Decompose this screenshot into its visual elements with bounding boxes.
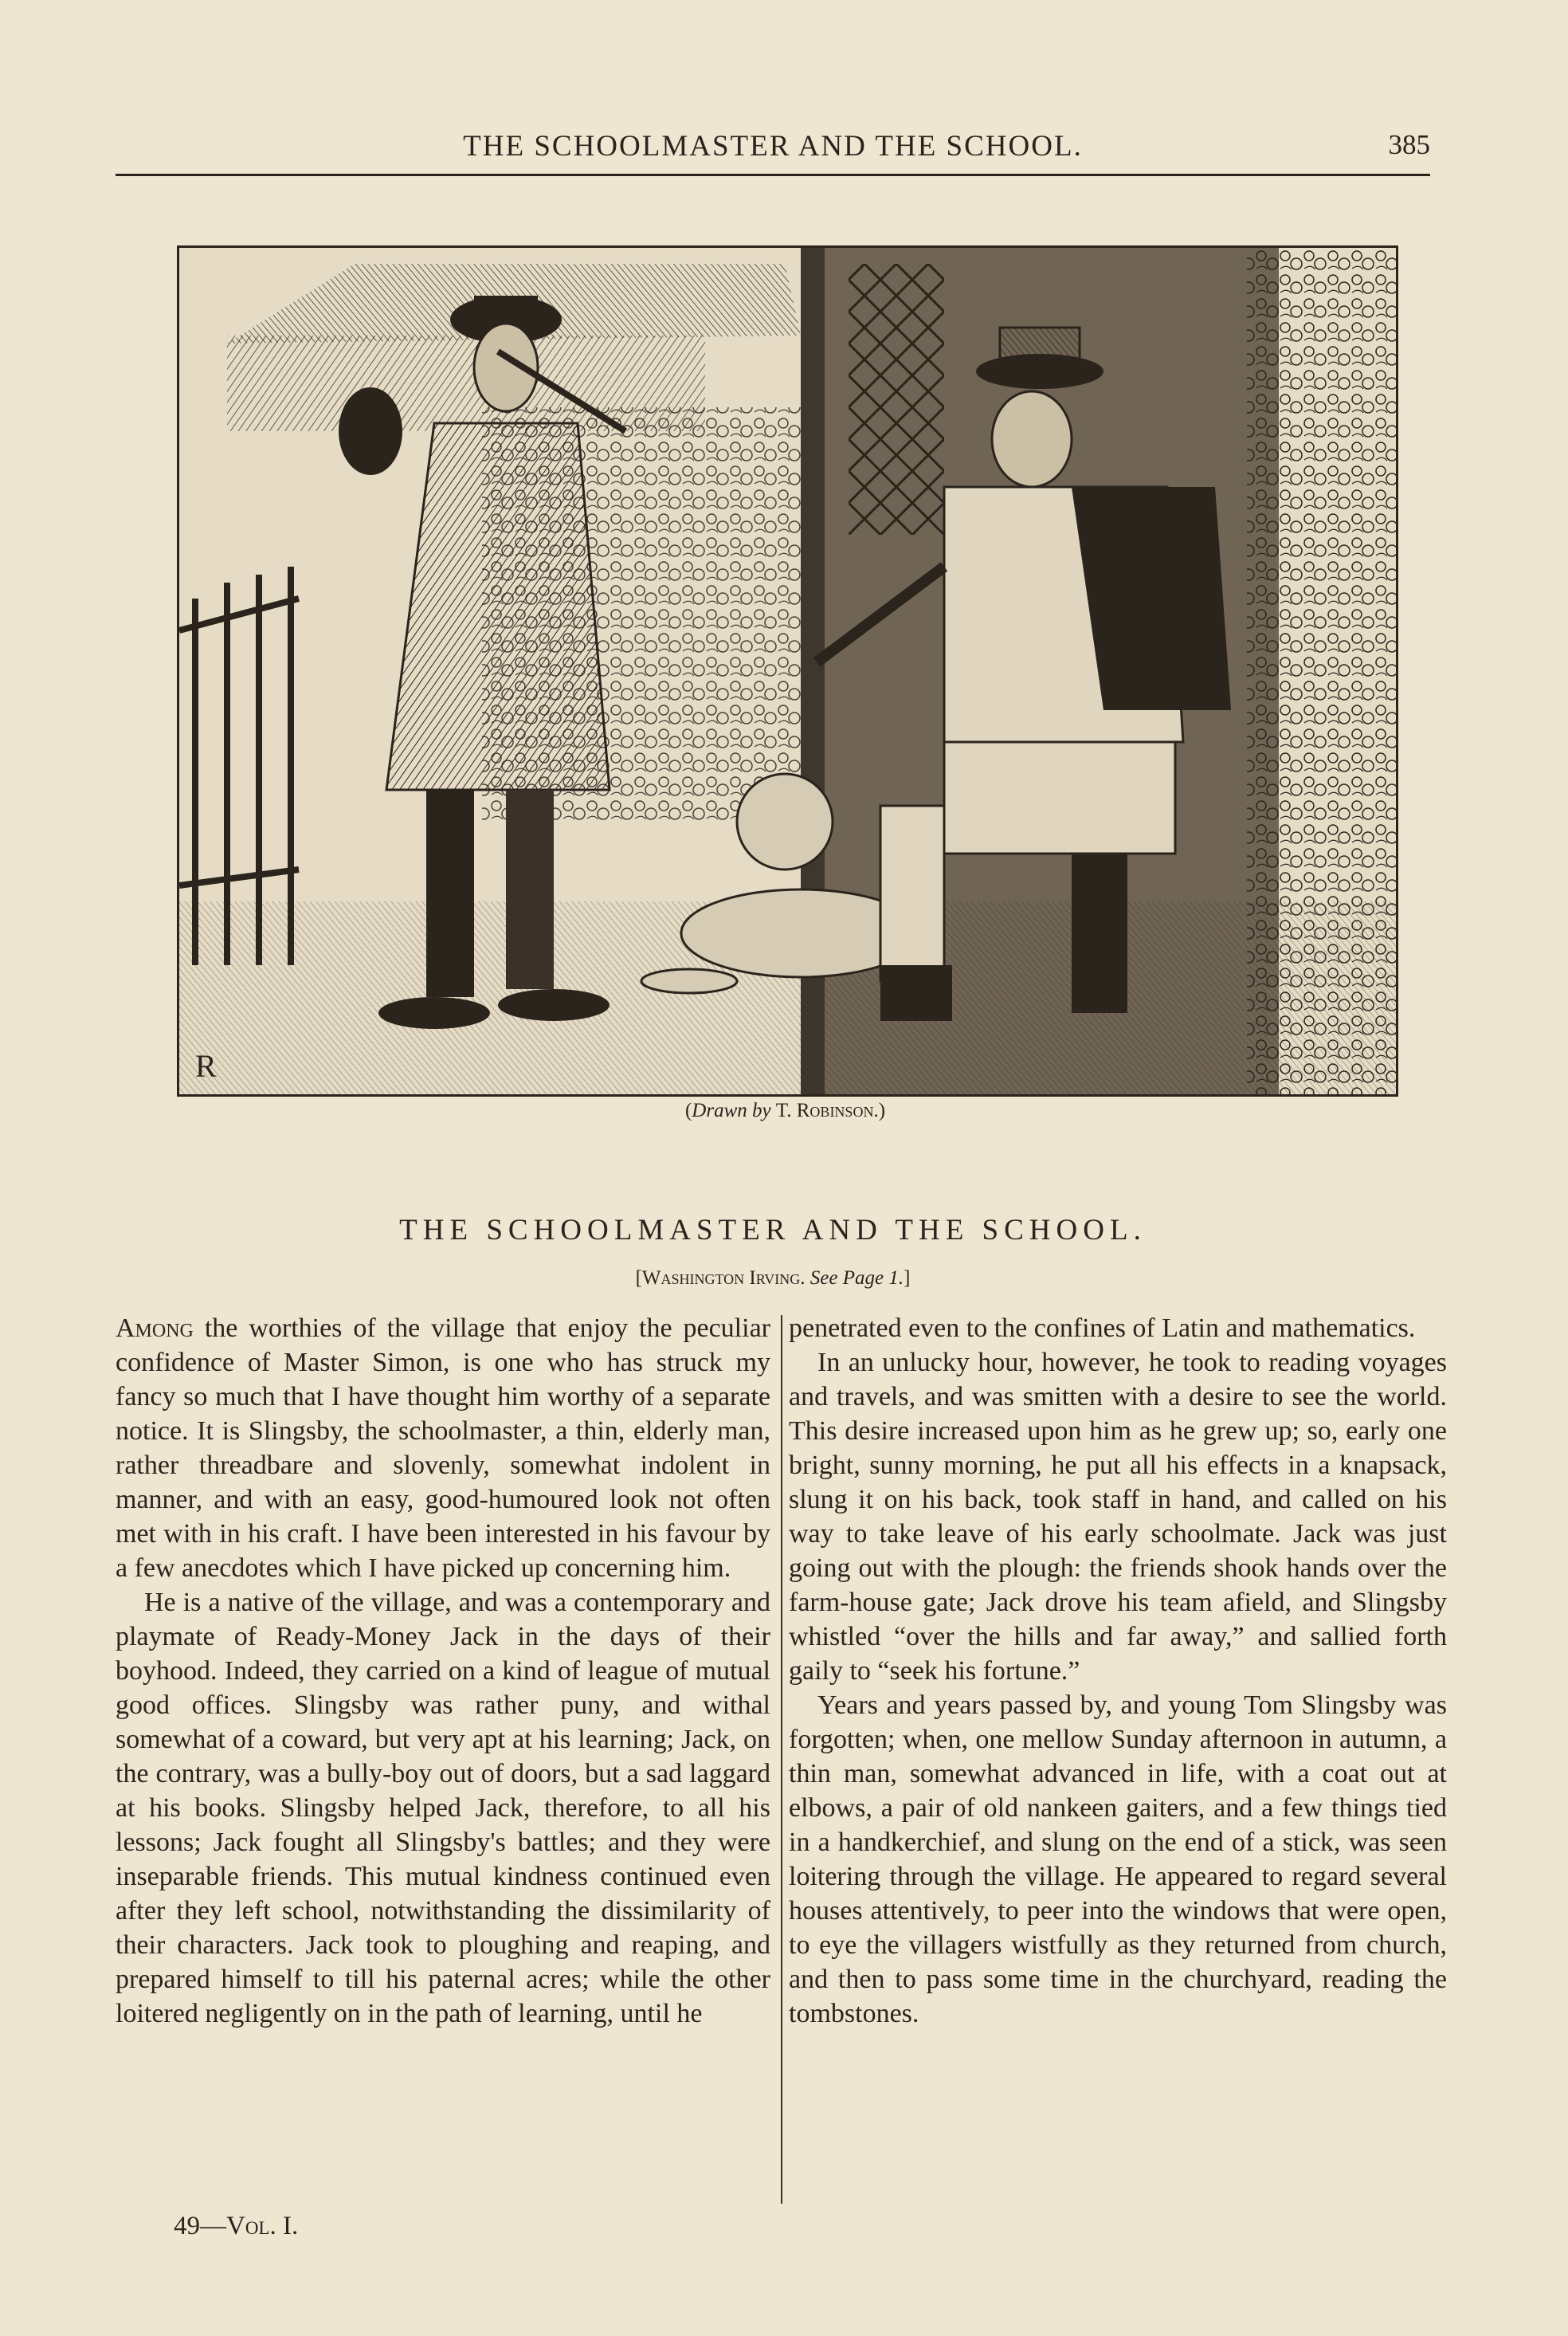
article-title: THE SCHOOLMASTER AND THE SCHOOL. xyxy=(399,1214,1147,1247)
byline-close: ] xyxy=(904,1267,911,1289)
illustration-credit xyxy=(177,1100,1394,1122)
right-column xyxy=(789,1311,1447,2031)
credit-artist: T. Robinson xyxy=(775,1100,874,1121)
page-number: 385 xyxy=(1388,129,1430,160)
credit-close: .) xyxy=(873,1100,886,1121)
credit-drawn-by: Drawn by xyxy=(692,1100,771,1121)
signature-separator: — xyxy=(200,2212,226,2240)
paragraph-2: He is a native of the village, and was a contemporary and playmate of Ready-Money Jack in the days of their boyhood. Indeed, they carried on a kind of league of mutual good offices. Slingsby was rather puny, and withal somewhat of a coward, but very apt at his learning; Jack, on the contrary, was a bully-boy out of doors, but a sad laggard at his books. Slingsby helped Jack, therefore, to all his lessons; Jack fought all Slingsby's battles; and they were inseparable friends. This mutual kindness continued even after they left school, notwithstanding the dissimilarity of their characters. Jack took to ploughing and reaping, and prepared himself to till his paternal acres; while the other loitered negligently on in the path of learning, until he xyxy=(116,1588,770,2028)
paragraph-3: In an unlucky hour, however, he took to reading voyages and travels, and was smitten with a desire to see the world. This desire increased upon him as he grew up; so, early one bright, sunny morning, he put all his effects in a knapsack, slung it on his back, took staff in hand, and called on his way to take leave of his early schoolmate. Jack was just going out with the plough: the friends shook hands over the farm-house gate; Jack drove his team afield, and Slingsby whistled “over the hills and far away,” and sallied forth gaily to “seek his fortune.” xyxy=(789,1348,1447,1686)
byline-reference: See Page 1. xyxy=(809,1267,904,1289)
signature-mark xyxy=(174,2212,298,2241)
left-column xyxy=(116,1311,770,2031)
running-head xyxy=(116,129,1430,177)
engraver-monogram: R xyxy=(195,1048,217,1084)
paragraph-lead-word: Among xyxy=(116,1313,194,1343)
signature-volume: Vol. I. xyxy=(226,2212,299,2240)
paragraph-2-continued: penetrated even to the confines of Latin and mathematics. xyxy=(789,1313,1416,1343)
paragraph-1 xyxy=(116,1311,770,1585)
signature-number: 49 xyxy=(174,2212,200,2240)
engraving-drawing xyxy=(179,248,1396,1094)
paragraph-4: Years and years passed by, and young Tom Slingsby was forgotten; when, one mellow Sunday afternoon in autumn, a thin man, somewhat advanced in life, with a coat out at elbows, a pair of old nankeen gaiters, and a few things tied in a handkerchief, and slung on the end of a stick, was seen loitering through the village. He appeared to regard several houses attentively, to peer into the windows that were open, to eye the villagers wistfully as they returned from church, and then to pass some time in the churchyard, reading the tombstones. xyxy=(789,1690,1447,2028)
engraving-illustration xyxy=(177,245,1398,1097)
credit-open: ( xyxy=(684,1100,692,1121)
byline-open: [ xyxy=(635,1267,642,1289)
column-divider xyxy=(781,1315,782,2204)
header-rule xyxy=(116,174,1430,176)
running-title: THE SCHOOLMASTER AND THE SCHOOL. xyxy=(463,130,1083,163)
porch-lattice xyxy=(849,264,944,535)
article-byline xyxy=(116,1267,1430,1290)
paragraph-1-text: the worthies of the village that enjoy the peculiar confidence of Master Simon, is one who has struck my fancy so much that I have thought him worthy of a separate notice. It is Slingsby, the schoolmaster, a thin, elderly man, rather threadbare and slovenly, somewhat indolent in manner, and with an easy, good-humoured look not often met with in his craft. I have been interested in his favour by a few anecdotes which I have picked up concerning him. xyxy=(116,1313,770,1583)
byline-author: Washington Irving. xyxy=(641,1267,806,1289)
